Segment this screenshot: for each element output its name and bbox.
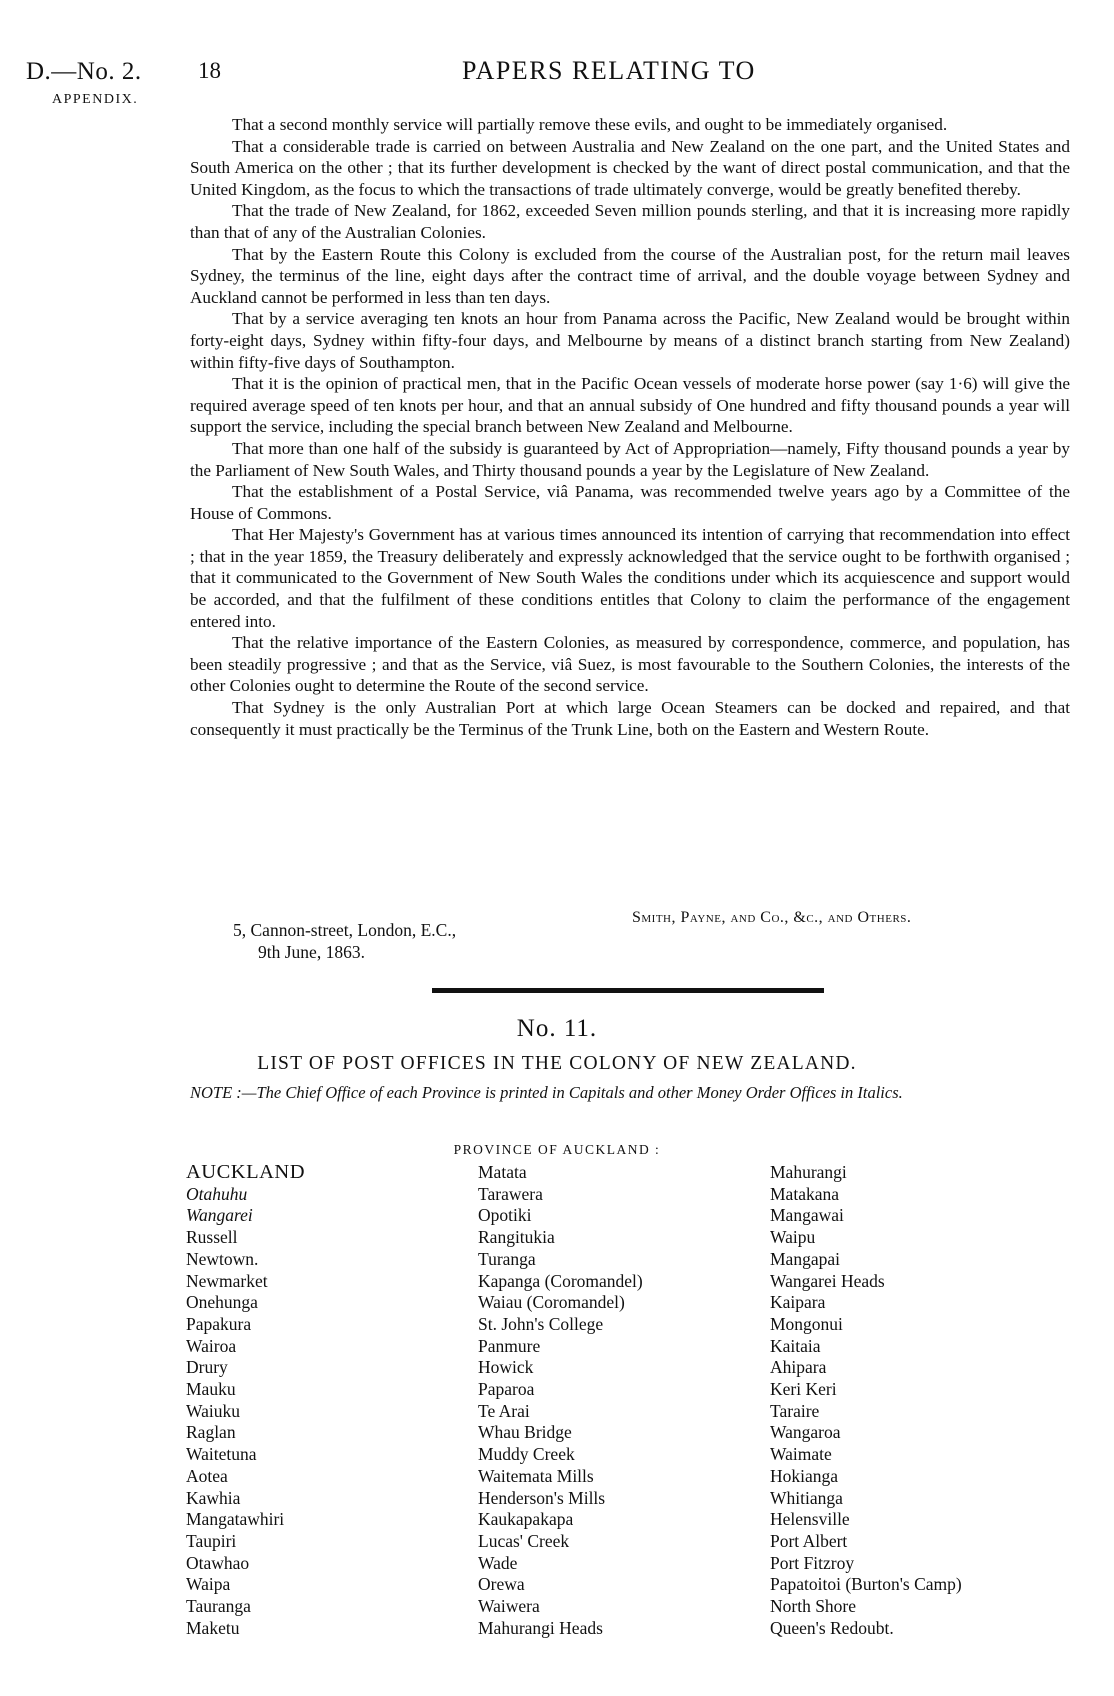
list-item: Waiuku — [186, 1400, 240, 1421]
section-number: No. 11. — [516, 1015, 598, 1042]
list-item: Papakura — [186, 1313, 252, 1334]
list-item: Mahurangi — [770, 1162, 847, 1182]
signature — [632, 909, 911, 927]
list-item: Mangapai — [770, 1248, 840, 1269]
list-item: Papatoitoi (Burton's Camp) — [770, 1574, 962, 1595]
list-item: Taraire — [770, 1400, 820, 1421]
post-office-column-1 — [186, 1162, 305, 1639]
list-item: Helensville — [770, 1509, 850, 1530]
paragraph: That by a service averaging ten knots an hour from Panama across the Pacific, New Zealand would be brought within forty-eight days, Sydney within fifty-four days, and Melbourne by means of a distinct branch starting from New Zealand) within fifty-five days of Southampton. — [190, 309, 1070, 372]
list-item: Tauranga — [186, 1596, 251, 1617]
list-item: Opotiki — [478, 1205, 532, 1226]
list-item: Aotea — [186, 1465, 228, 1486]
list-item: Onehunga — [186, 1292, 258, 1313]
paragraph: That a second monthly service will partially remove these evils, and ought to be immediately organised. — [232, 115, 948, 134]
province-heading: PROVINCE OF AUCKLAND : — [453, 1142, 661, 1157]
list-item: North Shore — [770, 1596, 857, 1617]
paragraph: That Her Majesty's Government has at various times announced its intention of carrying that recommendation into effect ; that in the year 1859, the Treasury deliberately and expressly acknowledged that the service ought to be forthwith organised ; that it communicated to the Government of New South Wales the conditions under which its acquiescence and support would be accorded, and that the fulfilment of these conditions entitles that Colony to claim the performance of the engagement entered into. — [190, 525, 1070, 631]
list-item: Mangawai — [770, 1205, 844, 1226]
list-item: Te Arai — [478, 1400, 530, 1421]
list-item: Wangarei Heads — [770, 1270, 885, 1291]
list-item: Otahuhu — [186, 1183, 248, 1204]
list-item: Paparoa — [478, 1379, 535, 1400]
list-item: St. John's College — [478, 1313, 604, 1334]
list-item: Mangatawhiri — [186, 1509, 285, 1530]
list-item: Wangarei — [186, 1205, 253, 1226]
list-item: Waitetuna — [186, 1444, 257, 1465]
address-line: 5, Cannon-street, London, E.C., — [233, 920, 457, 940]
list-item: AUCKLAND — [186, 1161, 306, 1183]
list-item: Keri Keri — [770, 1379, 837, 1400]
list-item: Mauku — [186, 1379, 236, 1400]
section-divider — [432, 988, 824, 993]
list-item: Newmarket — [186, 1270, 268, 1291]
page-number: 18 — [198, 58, 221, 83]
list-item: Port Fitzroy — [770, 1552, 855, 1573]
signature-text: Smith, Payne, and Co., &c., and Others. — [632, 909, 912, 926]
list-item: Ahipara — [770, 1357, 827, 1378]
list-item: Panmure — [478, 1335, 541, 1356]
note: NOTE :—The Chief Office of each Province is printed in Capitals and other Money Order Offices in Italics. — [190, 1083, 903, 1102]
list-item: Waiwera — [478, 1596, 540, 1617]
appendix-label: APPENDIX. — [52, 92, 139, 107]
list-item: Turanga — [478, 1248, 536, 1269]
list-item: Otawhao — [186, 1552, 250, 1573]
paragraph: That by the Eastern Route this Colony is excluded from the course of the Australian post, for the return mail leaves Sydney, the terminus of the line, eight days after the contract time of arrival, and the double voyage between Sydney and Auckland cannot be performed in less than ten days. — [190, 244, 1070, 307]
post-office-column-2 — [478, 1162, 643, 1639]
paragraph: That the trade of New Zealand, for 1862, exceeded Seven million pounds sterling, and that it is increasing more rapidly than that of any of the Australian Colonies. — [190, 201, 1070, 242]
paragraph: That the relative importance of the Eastern Colonies, as measured by correspondence, commerce, and population, has been steadily progressive ; and that as the Service, viâ Suez, is most favourable to the Southern Colonies, the interests of the other Colonies ought to determine the Route of the second service. — [190, 633, 1070, 696]
list-item: Newtown. — [186, 1248, 259, 1269]
list-item: Muddy Creek — [478, 1444, 575, 1465]
list-item: Whitianga — [770, 1487, 843, 1508]
list-item: Rangitukia — [478, 1227, 555, 1248]
list-item: Maketu — [186, 1617, 240, 1638]
date-line: 9th June, 1863. — [258, 942, 365, 962]
list-item: Hokianga — [770, 1465, 839, 1486]
list-item: Matata — [478, 1162, 527, 1182]
list-item: Wangaroa — [770, 1422, 841, 1443]
list-item: Port Albert — [770, 1530, 848, 1551]
paragraph: That Sydney is the only Australian Port at which large Ocean Steamers can be docked and repaired, and that consequently it must practically be the Terminus of the Trunk Line, both on the Eastern and Western Route. — [190, 698, 1070, 739]
paragraph: That a considerable trade is carried on between Australia and New Zealand on the one part, and the United States and South America on the other ; that its further development is checked by the want of direct postal communication, and that the United Kingdom, as the focus to which the transactions of trade ultimately converge, would be greatly benefited thereby. — [190, 136, 1070, 199]
list-item: Kawhia — [186, 1487, 241, 1508]
list-item: Mongonui — [770, 1313, 843, 1334]
list-item: Lucas' Creek — [478, 1530, 570, 1551]
paragraph: That it is the opinion of practical men, that in the Pacific Ocean vessels of moderate horse power (say 1·6) will give the required average speed of ten knots per hour, and that an annual subsidy of One hundred and fifty thousand pounds a year will support the service, including the special branch between New Zealand and Melbourne. — [190, 374, 1070, 437]
list-title: LIST OF POST OFFICES IN THE COLONY OF NEW ZEALAND. — [257, 1053, 857, 1074]
list-item: Russell — [186, 1227, 238, 1248]
list-item: Waipa — [186, 1574, 231, 1595]
list-item: Wairoa — [186, 1335, 237, 1356]
running-title: PAPERS RELATING TO — [462, 56, 756, 85]
body-text — [190, 114, 1070, 740]
list-item: Waiau (Coromandel) — [478, 1292, 625, 1313]
document-reference: D.—No. 2. — [26, 58, 142, 85]
list-item: Orewa — [478, 1574, 525, 1595]
list-item: Kaukapakapa — [478, 1509, 574, 1530]
list-item: Kaipara — [770, 1292, 826, 1313]
list-item: Henderson's Mills — [478, 1487, 606, 1508]
list-item: Whau Bridge — [478, 1422, 572, 1443]
list-item: Mahurangi Heads — [478, 1617, 603, 1638]
list-item: Waipu — [770, 1227, 816, 1248]
paragraph: That the establishment of a Postal Service, viâ Panama, was recommended twelve years ago by a Committee of the House of Commons. — [190, 482, 1070, 523]
list-item: Drury — [186, 1357, 228, 1378]
list-item: Howick — [478, 1357, 534, 1378]
list-item: Queen's Redoubt. — [770, 1617, 894, 1638]
list-item: Kapanga (Coromandel) — [478, 1270, 643, 1291]
list-item: Matakana — [770, 1183, 839, 1204]
post-office-column-3 — [770, 1162, 962, 1639]
list-item: Waitemata Mills — [478, 1465, 594, 1486]
list-item: Wade — [478, 1552, 518, 1573]
list-item: Waimate — [770, 1444, 832, 1465]
paragraph: That more than one half of the subsidy is guaranteed by Act of Appropriation—namely, Fifty thousand pounds a year by the Parliament of New South Wales, and Thirty thousand pounds a year by the Legislature of New Zealand. — [190, 438, 1070, 480]
list-item: Kaitaia — [770, 1335, 821, 1356]
list-item: Taupiri — [186, 1530, 237, 1551]
list-item: Raglan — [186, 1422, 236, 1443]
list-item: Tarawera — [478, 1183, 543, 1204]
